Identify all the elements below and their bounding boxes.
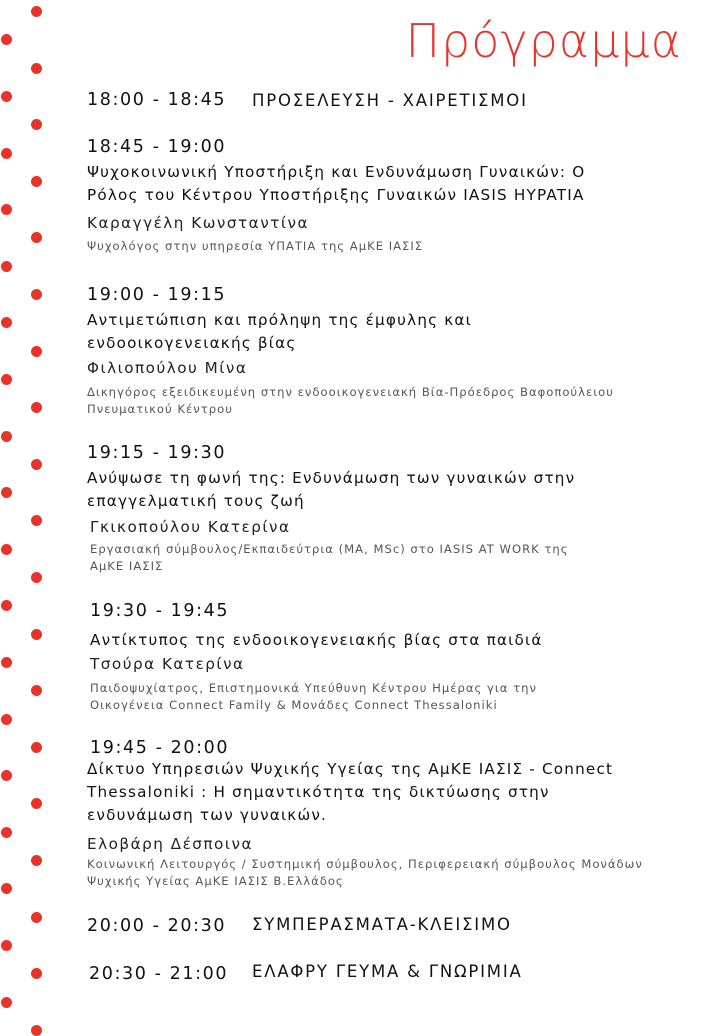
decorative-dot xyxy=(1,204,12,215)
session-label: ΠΡΟΣΕΛΕΥΣΗ - ΧΑΙΡΕΤΙΣΜΟΙ xyxy=(252,91,528,110)
talk-title-line: ενδυνάμωση των γυναικών. xyxy=(87,806,328,824)
talk-title-line: Αντίκτυπος της ενδοοικογενειακής βίας στα παιδιά xyxy=(90,631,543,649)
decorative-dot xyxy=(31,572,42,583)
decorative-dot xyxy=(31,855,42,866)
decorative-dot xyxy=(31,968,42,979)
talk-title-line: ενδοοικογενειακής βίας xyxy=(87,334,297,352)
speaker-role-line: Ψυχολόγος στην υπηρεσία ΥΠΑΤΙΑ της ΑμΚΕ ΙΑΣΙΣ xyxy=(87,239,424,253)
speaker-role-line: Κοινωνική Λειτουργός / Συστημική σύμβουλος, Περιφερειακή σύμβουλος Μονάδων xyxy=(87,857,643,871)
time-slot: 19:15 - 19:30 xyxy=(87,443,227,463)
time-slot: 19:30 - 19:45 xyxy=(90,601,230,621)
time-slot: 19:45 - 20:00 xyxy=(90,738,230,758)
decorative-dot xyxy=(1,714,12,725)
decorative-dot xyxy=(1,940,12,951)
decorative-dot xyxy=(1,34,12,45)
decorative-dot xyxy=(1,883,12,894)
decorative-dot xyxy=(31,1025,42,1036)
speaker-role xyxy=(87,384,614,418)
speaker-name: Ελοβάρη Δέσποινα xyxy=(87,835,253,853)
decorative-dot xyxy=(31,798,42,809)
decorative-dot xyxy=(1,148,12,159)
decorative-dot xyxy=(31,459,42,470)
decorative-dot xyxy=(31,912,42,923)
decorative-dot xyxy=(31,742,42,753)
talk-title-line: Ανύψωσε τη φωνή της: Ενδυνάμωση των γυναικών στην xyxy=(87,469,576,487)
speaker-name: Γκικοπούλου Κατερίνα xyxy=(90,518,291,536)
talk-title xyxy=(90,629,543,652)
decorative-dot xyxy=(1,544,12,555)
decorative-dot xyxy=(1,431,12,442)
speaker-role-line: ΑμΚΕ ΙΑΣΙΣ xyxy=(90,559,164,573)
speaker-role xyxy=(87,238,423,255)
decorative-dot xyxy=(31,119,42,130)
decorative-dot xyxy=(31,289,42,300)
decorative-dot xyxy=(31,515,42,526)
speaker-role-line: Παιδοψυχίατρος, Επιστημονικά Υπεύθυνη Κέντρου Ημέρας για την xyxy=(90,681,537,695)
decorative-dot-column xyxy=(0,0,40,1024)
decorative-dot xyxy=(31,232,42,243)
speaker-name: Καραγγέλη Κωνσταντίνα xyxy=(87,214,309,232)
talk-title-line: Δίκτυο Υπηρεσιών Ψυχικής Υγείας της ΑμΚΕ ΙΑΣΙΣ - Connect xyxy=(87,760,614,778)
time-slot: 18:00 - 18:45 xyxy=(87,90,227,110)
speaker-role-line: Πνευματικού Κέντρου xyxy=(87,402,233,416)
talk-title xyxy=(87,467,575,513)
decorative-dot xyxy=(1,317,12,328)
talk-title xyxy=(87,161,585,207)
time-slot: 20:00 - 20:30 xyxy=(87,916,227,936)
talk-title-line: Ψυχοκοινωνική Υποστήριξη και Ενδυνάμωση Γυναικών: Ο xyxy=(87,163,586,181)
time-slot: 18:45 - 19:00 xyxy=(87,137,227,157)
speaker-role xyxy=(87,856,643,890)
speaker-role xyxy=(90,680,537,714)
decorative-dot xyxy=(31,629,42,640)
speaker-role-line: Εργασιακή σύμβουλος/Εκπαιδεύτρια (ΜΑ, MSc) στο IASIS AT WORK της xyxy=(90,542,569,556)
speaker-name: Τσούρα Κατερίνα xyxy=(90,655,245,673)
decorative-dot xyxy=(1,91,12,102)
talk-title-line: Thessaloniki : Η σημαντικότητα της δικτύωσης στην xyxy=(87,783,550,801)
decorative-dot xyxy=(1,770,12,781)
speaker-name: Φιλιοπούλου Μίνα xyxy=(87,359,248,377)
time-slot: 20:30 - 21:00 xyxy=(89,964,229,984)
decorative-dot xyxy=(31,176,42,187)
decorative-dot xyxy=(1,374,12,385)
decorative-dot xyxy=(31,685,42,696)
decorative-dot xyxy=(31,346,42,357)
decorative-dot xyxy=(31,63,42,74)
speaker-role-line: Οικογένεια Connect Family & Μονάδες Connect Thessaloniki xyxy=(90,698,498,712)
talk-title xyxy=(87,758,613,827)
decorative-dot xyxy=(1,600,12,611)
decorative-dot xyxy=(1,657,12,668)
speaker-role-line: Δικηγόρος εξειδικευμένη στην ενδοοικογενειακή Βία-Πρόεδρος Βαφοπούλειου xyxy=(87,385,614,399)
decorative-dot xyxy=(1,997,12,1008)
page-title: Πρόγραμμα xyxy=(405,14,682,68)
speaker-role xyxy=(90,541,569,575)
time-slot: 19:00 - 19:15 xyxy=(87,285,227,305)
session-label: ΕΛΑΦΡΥ ΓΕΥΜΑ & ΓΝΩΡΙΜΙΑ xyxy=(252,962,523,981)
decorative-dot xyxy=(1,827,12,838)
decorative-dot xyxy=(1,261,12,272)
decorative-dot xyxy=(31,6,42,17)
talk-title-line: Ρόλος του Κέντρου Υποστήριξης Γυναικών IASIS HYPATIA xyxy=(87,186,585,204)
speaker-role-line: Ψυχικής Υγείας ΑμΚΕ ΙΑΣΙΣ Β.Ελλάδος xyxy=(87,874,344,888)
decorative-dot xyxy=(1,487,12,498)
session-label: ΣΥΜΠΕΡΑΣΜΑΤΑ-ΚΛΕΙΣΙΜΟ xyxy=(252,915,512,934)
talk-title-line: επαγγελματική τους ζωή xyxy=(87,492,305,510)
decorative-dot xyxy=(31,402,42,413)
talk-title xyxy=(87,309,472,355)
talk-title-line: Αντιμετώπιση και πρόληψη της έμφυλης και xyxy=(87,311,472,329)
